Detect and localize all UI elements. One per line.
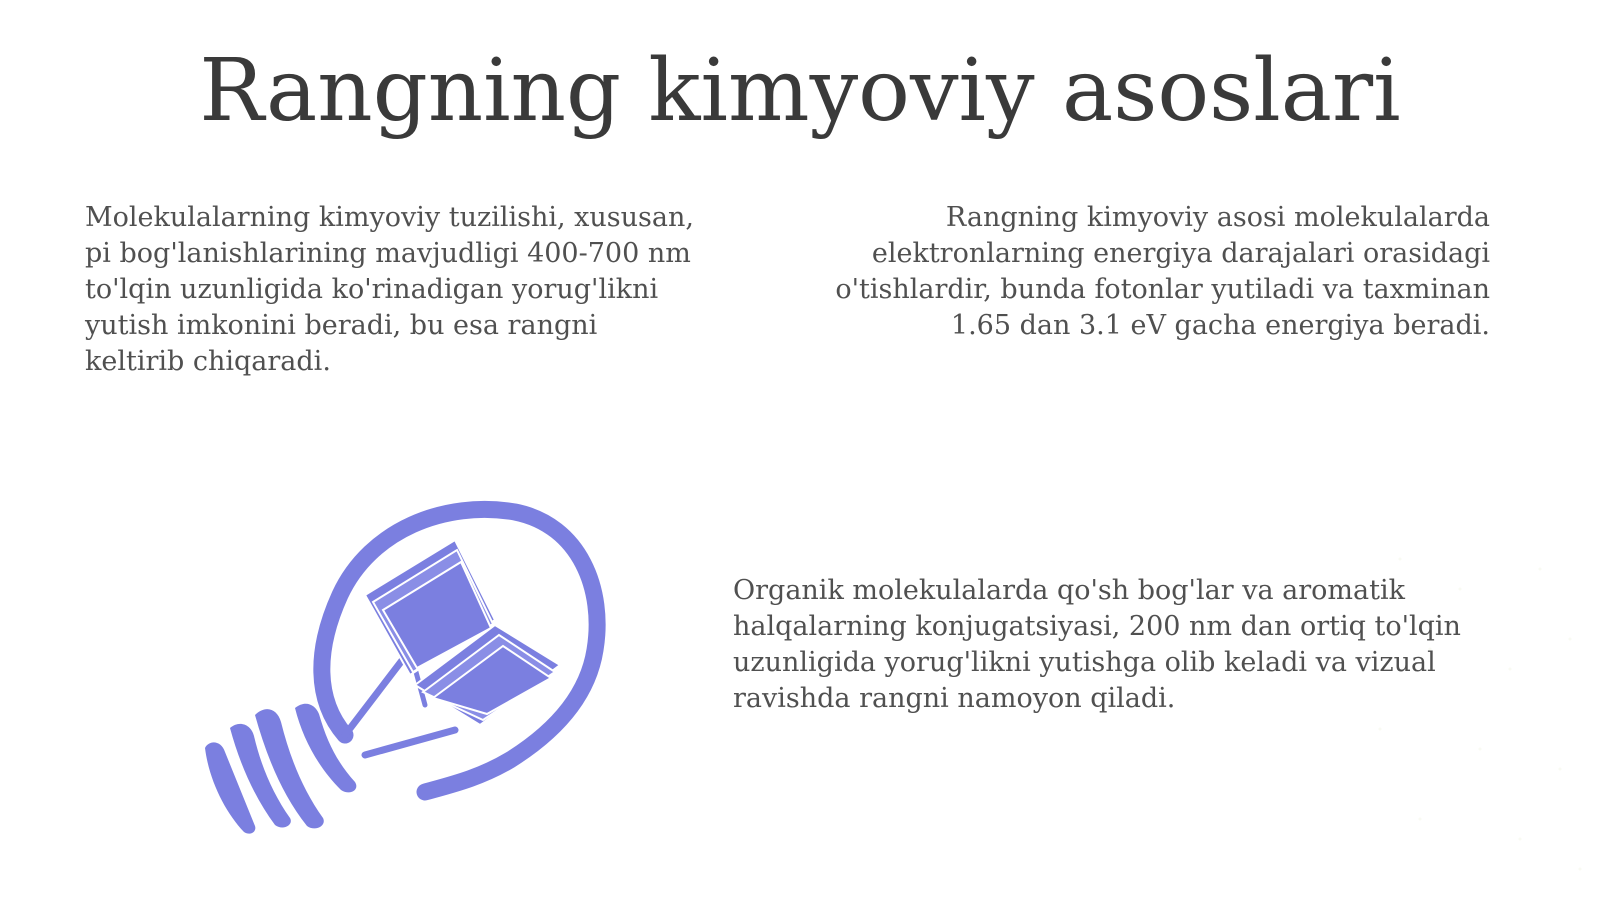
- slide-title: Rangning kimyoviy asoslari: [199, 41, 1401, 141]
- background-dots-decoration: [1340, 519, 1600, 899]
- paragraph-bottom: Organik molekulalarda qo'sh bog'lar va aromatik halqalarning konjugatsiyasi, 200 nm dan ortiq to'lqin uzunligida yorug'likni yutishga olib keladi va vizual ravishda rangni namoyon qiladi.: [733, 575, 1461, 714]
- paragraph-left: Molekulalarning kimyoviy tuzilishi, xususan, pi bog'lanishlarining mavjudligi 400-700 nm to'lqin uzunligida ko'rinadigan yorug'likni yutish imkonini beradi, bu esa rangni keltirib chiqaradi.: [85, 202, 694, 377]
- paragraph-right: Rangning kimyoviy asosi molekulalarda elektronlarning energiya darajalari orasidagi o'tishlardir, bunda fotonlar yutiladi va taxminan 1.65 dan 3.1 eV gacha energiya beradi.: [835, 202, 1490, 341]
- lightbulb-book-icon: [195, 500, 625, 850]
